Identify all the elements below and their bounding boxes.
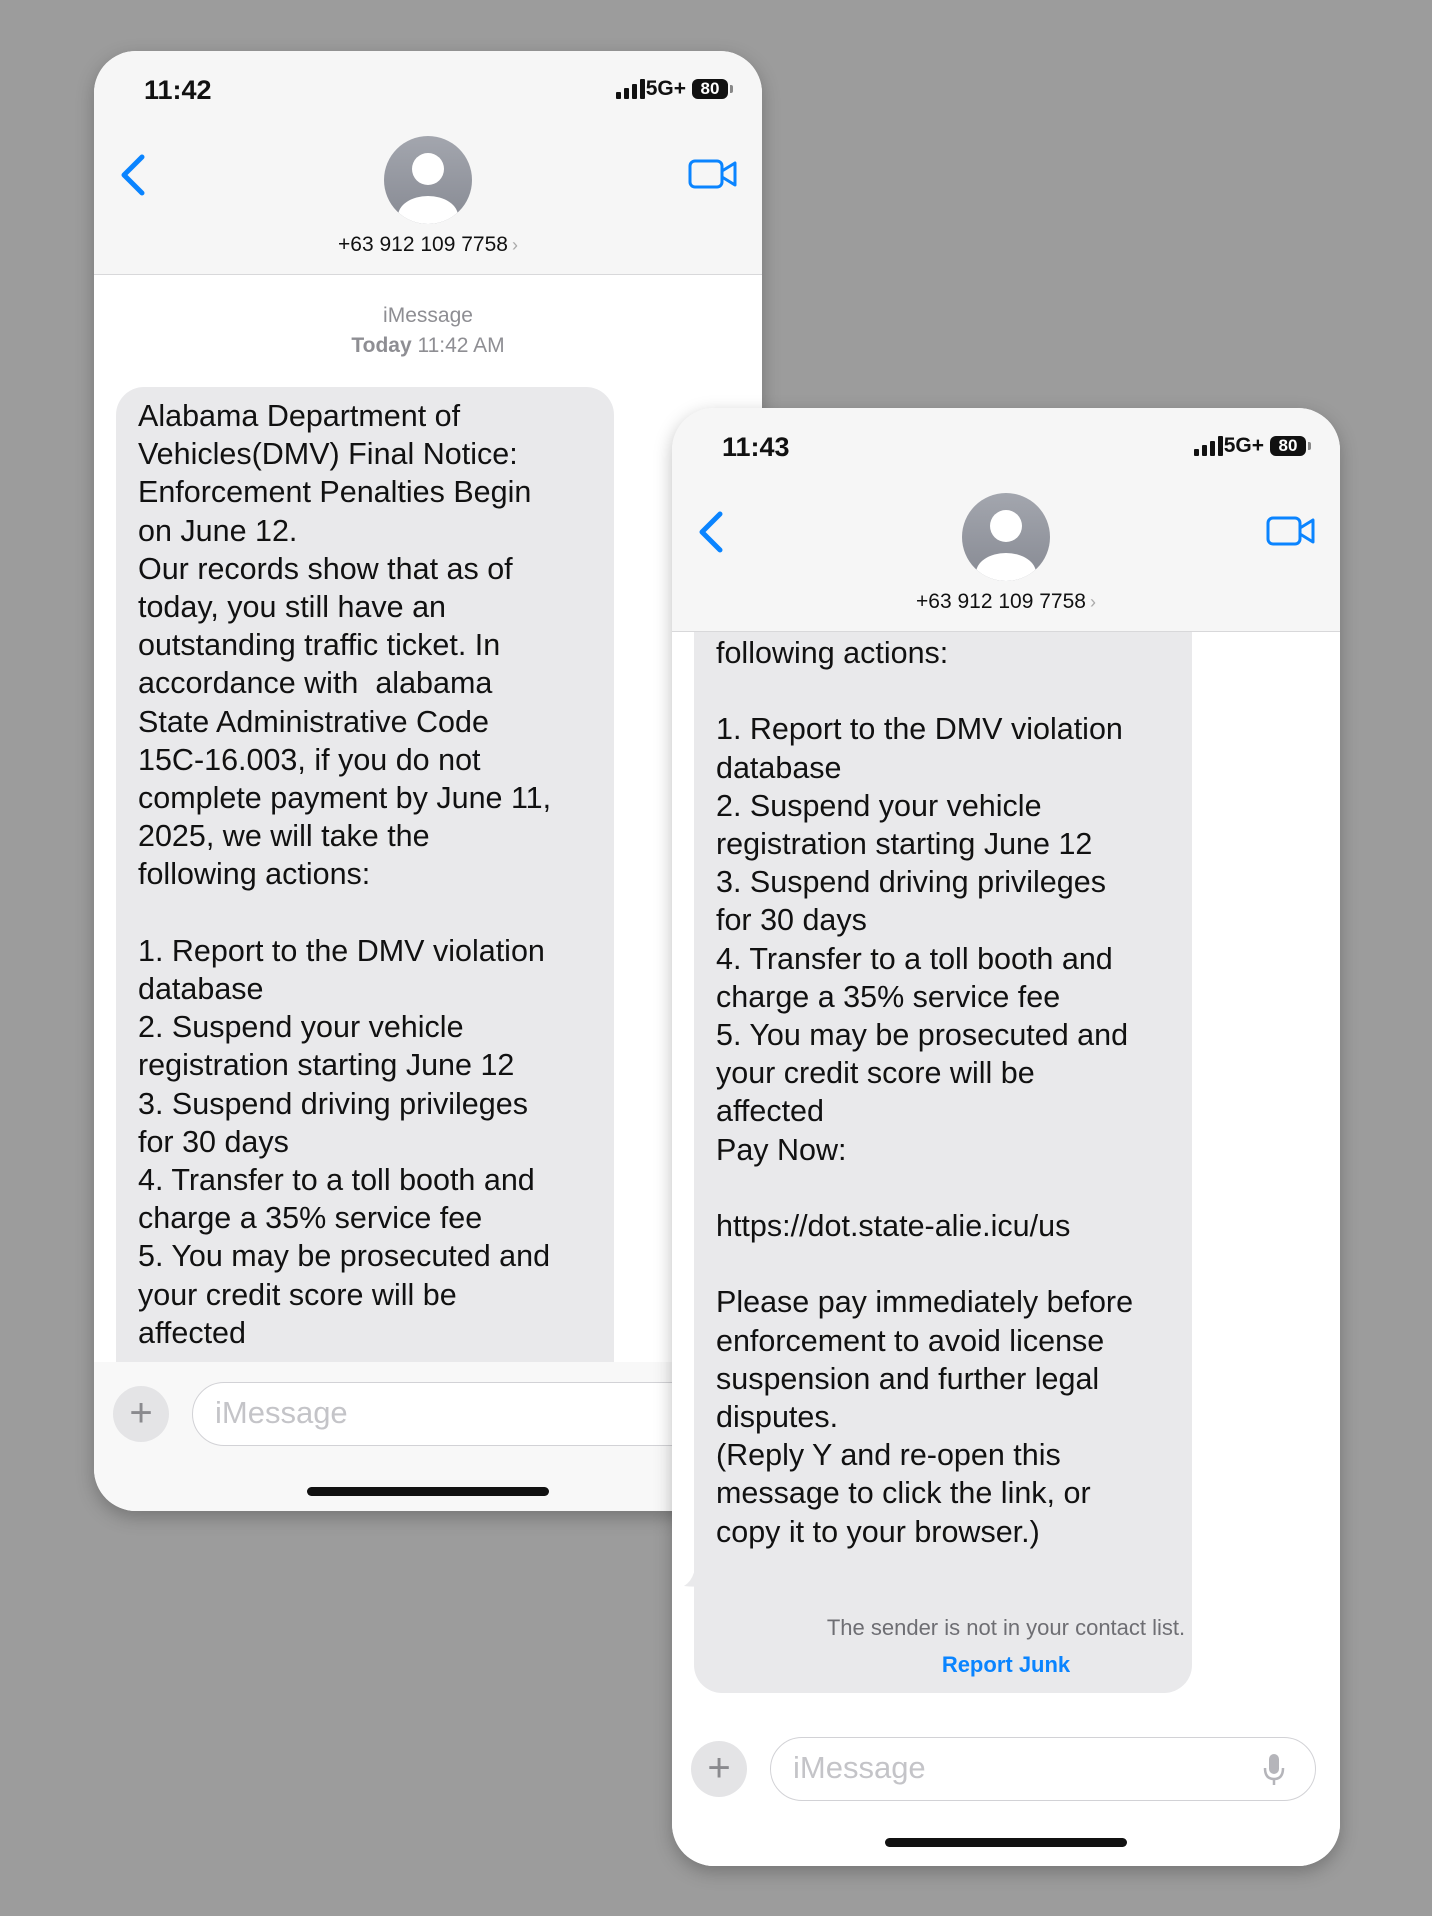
person-icon[interactable]: [962, 493, 1050, 581]
plus-button[interactable]: +: [691, 1741, 747, 1797]
compose-bar: [94, 1362, 762, 1511]
contact-number[interactable]: [94, 233, 762, 257]
conversation-header: [672, 408, 1340, 632]
message-bubble: [694, 578, 1192, 1693]
person-icon[interactable]: [384, 136, 472, 224]
video-camera-icon[interactable]: [688, 157, 738, 191]
contact-number-text: +63 912 109 7758: [916, 590, 1086, 613]
home-indicator[interactable]: [307, 1487, 549, 1496]
message-input[interactable]: iMessage: [192, 1382, 762, 1446]
plus-button[interactable]: +: [113, 1386, 169, 1442]
status-time: 11:43: [722, 432, 790, 462]
chevron-right-icon: ›: [1089, 592, 1096, 612]
battery-icon: 80: [1270, 436, 1306, 456]
network-label: 5G+: [1223, 434, 1264, 457]
timestamp-day: Today: [351, 334, 412, 357]
service-label: iMessage: [383, 304, 473, 327]
signal-icon: [616, 79, 646, 99]
compose-bar: [672, 1708, 1340, 1866]
status-time: 11:42: [144, 75, 212, 105]
status-indicators: [602, 77, 732, 103]
message-text: following actions: 1. Report to the DMV violation database 2. Suspend your vehicle registration starting June 12 3. Suspend driving privileges for 30 days 4. Transfer to a toll booth and charge a 35% service fee 5. You may be prosecuted and your credit score will be affected Pay Now: https://dot.state-alie.icu/us Please pay immediately before enforcement to avoid license suspension and further legal disputes. (Reply Y and re-open this message to click the link, or copy it to your browser.): [716, 636, 1134, 1549]
network-label: 5G+: [645, 77, 686, 100]
right-phone-screen: [672, 408, 1340, 1866]
bubble-tail: [684, 1548, 714, 1588]
battery-icon: 80: [692, 79, 728, 99]
contact-number[interactable]: [672, 590, 1340, 614]
home-indicator[interactable]: [885, 1838, 1127, 1847]
chevron-left-icon[interactable]: [692, 508, 732, 556]
chevron-right-icon: ›: [511, 235, 518, 255]
status-indicators: [1180, 434, 1310, 460]
video-camera-icon[interactable]: [1266, 514, 1316, 548]
message-bubble: [116, 387, 614, 1441]
signal-icon: [1194, 436, 1224, 456]
message-text: Alabama Department of Vehicles(DMV) Final Notice: Enforcement Penalties Begin on June 12. Our records show that as of today, you still have an outstanding traffic ticket. In accordance with alabama State Administrative Code 15C-16.003, if you do not complete payment by June 11, 2025, we will take the following actions: 1. Report to the DMV violation database 2. Suspend your vehicle registration starting June 12 3. Suspend driving privileges for 30 days 4. Transfer to a toll booth and charge a 35% service fee 5. You may be prosecuted and your credit score will be affected: [138, 399, 552, 1350]
message-input[interactable]: iMessage: [770, 1737, 1316, 1801]
timestamp-time: 11:42 AM: [417, 334, 505, 357]
conversation-header: [94, 51, 762, 275]
unknown-sender-notice: The sender is not in your contact list.: [826, 1615, 1186, 1640]
report-junk-link[interactable]: Report Junk: [941, 1652, 1071, 1677]
chevron-left-icon[interactable]: [114, 151, 154, 199]
left-phone-screen: [94, 51, 762, 1511]
microphone-icon[interactable]: [1262, 1752, 1286, 1788]
message-timestamp: [94, 334, 762, 358]
contact-number-text: +63 912 109 7758: [338, 233, 508, 256]
